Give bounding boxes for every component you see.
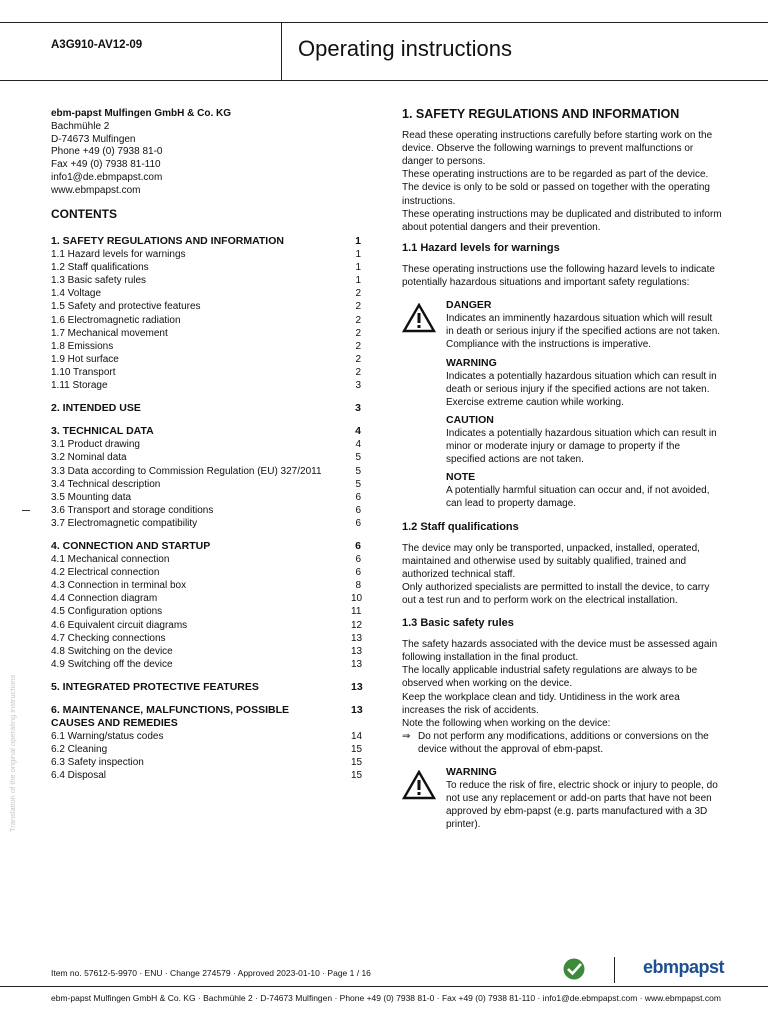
toc-item[interactable] bbox=[51, 379, 361, 392]
toc-item-label: 6.3 Safety inspection bbox=[51, 757, 144, 769]
toc-page-number: 13 bbox=[351, 632, 363, 644]
section-1-2-para-1: The device may only be transported, unpacked, installed, operated, maintained and otherwise used by suitably qualified, trained and authorized technical staff. bbox=[402, 542, 700, 580]
toc-section-title: 3. TECHNICAL DATA bbox=[51, 425, 154, 438]
toc-page-number: 6 bbox=[355, 504, 361, 516]
caution-heading: CAUTION bbox=[446, 413, 494, 426]
section-1-2-para-2: Only authorized specialists are permitted to install the device, to carry out a test run and to perform work on the electrical installation. bbox=[402, 581, 710, 606]
toc-section-5[interactable] bbox=[51, 681, 361, 694]
section-1-3-para-3: Keep the workplace clean and tidy. Untidiness in the work area increases the risk of accidents. bbox=[402, 691, 680, 716]
toc-page-number: 2 bbox=[355, 340, 361, 352]
toc-item[interactable] bbox=[51, 579, 361, 592]
footer-logo-divider bbox=[614, 957, 615, 983]
toc-page-number: 2 bbox=[355, 301, 361, 313]
toc-page-number: 13 bbox=[351, 680, 363, 693]
toc-item[interactable] bbox=[51, 248, 361, 261]
toc-page-number: 8 bbox=[355, 580, 361, 592]
warning-block-2 bbox=[402, 766, 722, 831]
note-text: A potentially harmful situation can occur and, if not avoided, can lead to property damage. bbox=[446, 485, 710, 510]
section-1-1-para: These operating instructions use the following hazard levels to indicate potentially hazardous situations and important safety regulations: bbox=[402, 263, 715, 289]
toc-page-number: 12 bbox=[351, 619, 363, 631]
toc-page-number: 2 bbox=[355, 314, 361, 326]
toc-item-label: 1.3 Basic safety rules bbox=[51, 275, 147, 287]
toc-page-number: 3 bbox=[355, 380, 361, 392]
arrow-icon: ⇒ bbox=[402, 730, 411, 742]
toc-item-label: 3.2 Nominal data bbox=[51, 452, 127, 464]
company-phone: Phone +49 (0) 7938 81-0 bbox=[51, 146, 163, 158]
toc-page-number: 11 bbox=[351, 606, 362, 618]
toc-item-label: 4.2 Electrical connection bbox=[51, 567, 160, 579]
toc-page-number: 1 bbox=[355, 235, 361, 247]
toc-item-label: 1.10 Transport bbox=[51, 366, 116, 378]
toc-section-title: 6. MAINTENANCE, MALFUNCTIONS, POSSIBLE bbox=[51, 704, 290, 716]
document-id: A3G910-AV12-09 bbox=[51, 39, 143, 51]
toc-item-label: 4.8 Switching on the device bbox=[51, 645, 173, 657]
toc-item[interactable] bbox=[51, 300, 361, 313]
toc-page-number: 6 bbox=[355, 491, 361, 503]
toc-page-number: 5 bbox=[355, 452, 361, 464]
toc-item[interactable] bbox=[51, 592, 361, 605]
toc-page-number: 10 bbox=[351, 593, 363, 605]
toc-section-1[interactable] bbox=[51, 235, 361, 248]
toc-item[interactable] bbox=[51, 517, 361, 530]
warning-2-text: To reduce the risk of fire, electric shock or injury to people, do not use any replacement or add-on parts that have not been approved by ebm-papst (e.g. parts manufactured with a 3D printer). bbox=[446, 780, 718, 831]
header-top-rule bbox=[0, 22, 768, 23]
toc-page-number: 6 bbox=[355, 517, 361, 529]
ebmpapst-logo bbox=[643, 957, 724, 978]
toc-item[interactable] bbox=[51, 730, 361, 743]
toc-page-number: 2 bbox=[355, 327, 361, 339]
section-1-3-para-4: Note the following when working on the device: bbox=[402, 717, 611, 729]
toc-section-2[interactable] bbox=[51, 402, 361, 415]
section-1-para-2: These operating instructions are to be regarded as part of the device. The device is only to be sold or passed on together with the operating instructions. bbox=[402, 169, 710, 207]
toc-item[interactable] bbox=[51, 465, 361, 478]
toc-spacer bbox=[51, 415, 361, 425]
toc-item-label: 6.4 Disposal bbox=[51, 770, 107, 782]
toc-item-label: 6.1 Warning/status codes bbox=[51, 731, 164, 743]
toc-item[interactable] bbox=[51, 366, 361, 379]
toc-item[interactable] bbox=[51, 327, 361, 340]
toc-item-label: 4.1 Mechanical connection bbox=[51, 554, 170, 566]
toc-item-label: 1.6 Electromagnetic radiation bbox=[51, 314, 181, 326]
header-divider bbox=[281, 22, 282, 80]
toc-item-label: 1.2 Staff qualifications bbox=[51, 262, 149, 274]
company-email[interactable]: info1@de.ebmpapst.com bbox=[51, 171, 163, 183]
toc-section-6[interactable] bbox=[51, 704, 361, 717]
toc-item-label: 4.7 Checking connections bbox=[51, 632, 166, 644]
toc-section-3[interactable] bbox=[51, 425, 361, 438]
toc-item[interactable] bbox=[51, 340, 361, 353]
main-content bbox=[402, 108, 722, 832]
toc-item[interactable] bbox=[51, 274, 361, 287]
toc-item-label: 3.4 Technical description bbox=[51, 478, 161, 490]
toc-page-number: 6 bbox=[355, 554, 361, 566]
toc-page-number: 15 bbox=[351, 770, 363, 782]
toc-item-label: 3.3 Data according to Commission Regulation (EU) 327/2011 bbox=[51, 465, 322, 477]
toc-item[interactable] bbox=[51, 353, 361, 366]
toc-item[interactable] bbox=[51, 645, 361, 658]
section-1-3-para-1: The safety hazards associated with the device must be assessed again following installation in the final product. bbox=[402, 639, 718, 664]
footer-item-line: Item no. 57612-5-9970 · ENU · Change 274579 · Approved 2023-01-10 · Page 1 / 16 bbox=[51, 968, 371, 978]
company-address bbox=[51, 108, 231, 198]
toc-item[interactable] bbox=[51, 756, 361, 769]
toc-item[interactable] bbox=[51, 743, 361, 756]
note-heading: NOTE bbox=[446, 471, 476, 484]
toc-page-number: 6 bbox=[355, 567, 361, 579]
toc-spacer bbox=[51, 671, 361, 681]
toc-section-title: 1. SAFETY REGULATIONS AND INFORMATION bbox=[51, 235, 284, 247]
warning-triangle-icon bbox=[402, 299, 446, 510]
toc-section-title-cont: CAUSES AND REMEDIES bbox=[51, 717, 178, 730]
toc-page-number: 13 bbox=[351, 645, 363, 657]
toc-item[interactable] bbox=[51, 438, 361, 451]
section-1-2-title: 1.2 Staff qualifications bbox=[402, 520, 519, 533]
toc-item-label: 1.8 Emissions bbox=[51, 340, 114, 352]
toc-page-number: 2 bbox=[355, 288, 361, 300]
toc-item[interactable] bbox=[51, 658, 361, 671]
header-bottom-rule bbox=[0, 80, 768, 81]
contents-heading: CONTENTS bbox=[51, 207, 117, 221]
list-item bbox=[402, 730, 722, 756]
section-1-title: 1. SAFETY REGULATIONS AND INFORMATION bbox=[402, 107, 680, 121]
margin-mark bbox=[22, 510, 30, 511]
toc-item[interactable] bbox=[51, 478, 361, 491]
toc-item-label: 4.3 Connection in terminal box bbox=[51, 580, 187, 592]
toc-item-label: 1.4 Voltage bbox=[51, 288, 102, 300]
section-1-3-para-2: The locally applicable industrial safety regulations are always to be observed when working on the device. bbox=[402, 665, 698, 690]
company-city: D-74673 Mulfingen bbox=[51, 133, 136, 145]
toc-page-number: 14 bbox=[351, 731, 363, 743]
section-1-1-title: 1.1 Hazard levels for warnings bbox=[402, 241, 560, 254]
danger-text: Indicates an imminently hazardous situation which will result in death or serious injury if the specified actions are not taken. Compliance with the instructions is imperative. bbox=[446, 313, 721, 351]
toc-item-label: 3.1 Product drawing bbox=[51, 439, 140, 451]
warning-text: Indicates a potentially hazardous situation which can result in death or serious injury if the specified actions are not taken. Exercise extreme caution while working. bbox=[446, 370, 717, 408]
list-item-text: Do not perform any modifications, additions or conversions on the device without the approval of ebm-papst. bbox=[418, 730, 709, 755]
toc-item[interactable] bbox=[51, 451, 361, 464]
toc-page-number: 6 bbox=[355, 539, 361, 552]
toc-section-6-cont bbox=[51, 717, 361, 730]
warning-triangle-icon bbox=[402, 766, 446, 831]
toc-item[interactable] bbox=[51, 553, 361, 566]
section-1-3-title: 1.3 Basic safety rules bbox=[402, 617, 514, 630]
logo-papst: papst bbox=[678, 957, 725, 977]
toc-item-label: 3.5 Mounting data bbox=[51, 491, 132, 503]
toc-item-label: 6.2 Cleaning bbox=[51, 744, 108, 756]
danger-heading: DANGER bbox=[446, 299, 492, 312]
toc-item-label: 4.4 Connection diagram bbox=[51, 593, 158, 605]
toc-item[interactable] bbox=[51, 314, 361, 327]
table-of-contents bbox=[51, 235, 361, 783]
toc-item[interactable] bbox=[51, 632, 361, 645]
toc-page-number: 13 bbox=[351, 704, 363, 716]
toc-item[interactable] bbox=[51, 769, 361, 782]
page-title: Operating instructions bbox=[298, 36, 512, 61]
toc-page-number: 2 bbox=[355, 353, 361, 365]
toc-page-number: 1 bbox=[355, 262, 361, 274]
toc-page-number: 15 bbox=[351, 757, 363, 769]
toc-page-number: 4 bbox=[355, 439, 361, 451]
toc-spacer bbox=[51, 392, 361, 402]
toc-section-4[interactable] bbox=[51, 540, 361, 553]
toc-page-number: 5 bbox=[355, 478, 361, 490]
toc-page-number: 4 bbox=[355, 425, 361, 438]
toc-page-number: 2 bbox=[355, 366, 361, 378]
translation-note: Translation of the original operating instructions bbox=[8, 674, 17, 832]
toc-item[interactable] bbox=[51, 491, 361, 504]
warning-heading: WARNING bbox=[446, 356, 497, 369]
toc-page-number: 13 bbox=[351, 658, 363, 670]
toc-item[interactable] bbox=[51, 566, 361, 579]
toc-page-number: 1 bbox=[355, 249, 361, 261]
toc-item-label: 4.5 Configuration options bbox=[51, 606, 163, 618]
logo-ebm: ebm bbox=[643, 957, 679, 977]
section-1-para-3: These operating instructions may be duplicated and distributed to inform about potential dangers and their prevention. bbox=[402, 208, 722, 233]
company-street: Bachmühle 2 bbox=[51, 120, 110, 132]
toc-item-label: 3.7 Electromagnetic compatibility bbox=[51, 517, 198, 529]
toc-item[interactable] bbox=[51, 504, 361, 517]
toc-section-title: 4. CONNECTION AND STARTUP bbox=[51, 539, 211, 552]
toc-item-label: 3.6 Transport and storage conditions bbox=[51, 504, 214, 516]
toc-item-label: 1.9 Hot surface bbox=[51, 353, 119, 365]
toc-spacer bbox=[51, 530, 361, 540]
green-tech-badge-icon bbox=[562, 957, 588, 986]
toc-item-label: 4.9 Switching off the device bbox=[51, 658, 173, 670]
footer-rule bbox=[0, 986, 768, 987]
section-1-para-1: Read these operating instructions carefully before starting work on the device. Observe the following warnings to prevent malfunctions or danger to persons. bbox=[402, 130, 713, 168]
toc-item-label: 1.7 Mechanical movement bbox=[51, 327, 168, 339]
footer-address-line: ebm-papst Mulfingen GmbH & Co. KG · Bachmühle 2 · D-74673 Mulfingen · Phone +49 (0) 7938 81-0 · Fax +49 (0) 7938 81-110 · info1@de.ebmpapst.com · www.ebmpapst.com bbox=[51, 993, 721, 1003]
toc-spacer bbox=[51, 694, 361, 704]
toc-item-label: 1.1 Hazard levels for warnings bbox=[51, 249, 186, 261]
toc-item[interactable] bbox=[51, 287, 361, 300]
toc-item-label: 4.6 Equivalent circuit diagrams bbox=[51, 619, 188, 631]
toc-item[interactable] bbox=[51, 261, 361, 274]
caution-text: Indicates a potentially hazardous situation which can result in minor or moderate injury or damage to property if the specified actions are not taken. bbox=[446, 427, 717, 466]
toc-item[interactable] bbox=[51, 605, 361, 618]
company-web[interactable]: www.ebmpapst.com bbox=[51, 184, 141, 196]
danger-block bbox=[402, 299, 722, 510]
warning-2-heading: WARNING bbox=[446, 766, 497, 779]
toc-section-title: 2. INTENDED USE bbox=[51, 402, 141, 415]
company-fax: Fax +49 (0) 7938 81-110 bbox=[51, 159, 161, 171]
toc-page-number: 15 bbox=[351, 744, 363, 756]
toc-section-title: 5. INTEGRATED PROTECTIVE FEATURES bbox=[51, 680, 259, 693]
company-name: ebm-papst Mulfingen GmbH & Co. KG bbox=[51, 108, 231, 119]
toc-item[interactable] bbox=[51, 619, 361, 632]
toc-page-number: 5 bbox=[355, 465, 361, 477]
toc-item-label: 1.11 Storage bbox=[51, 380, 108, 392]
toc-page-number: 1 bbox=[355, 275, 361, 287]
toc-page-number: 3 bbox=[355, 402, 361, 415]
toc-item-label: 1.5 Safety and protective features bbox=[51, 301, 201, 313]
